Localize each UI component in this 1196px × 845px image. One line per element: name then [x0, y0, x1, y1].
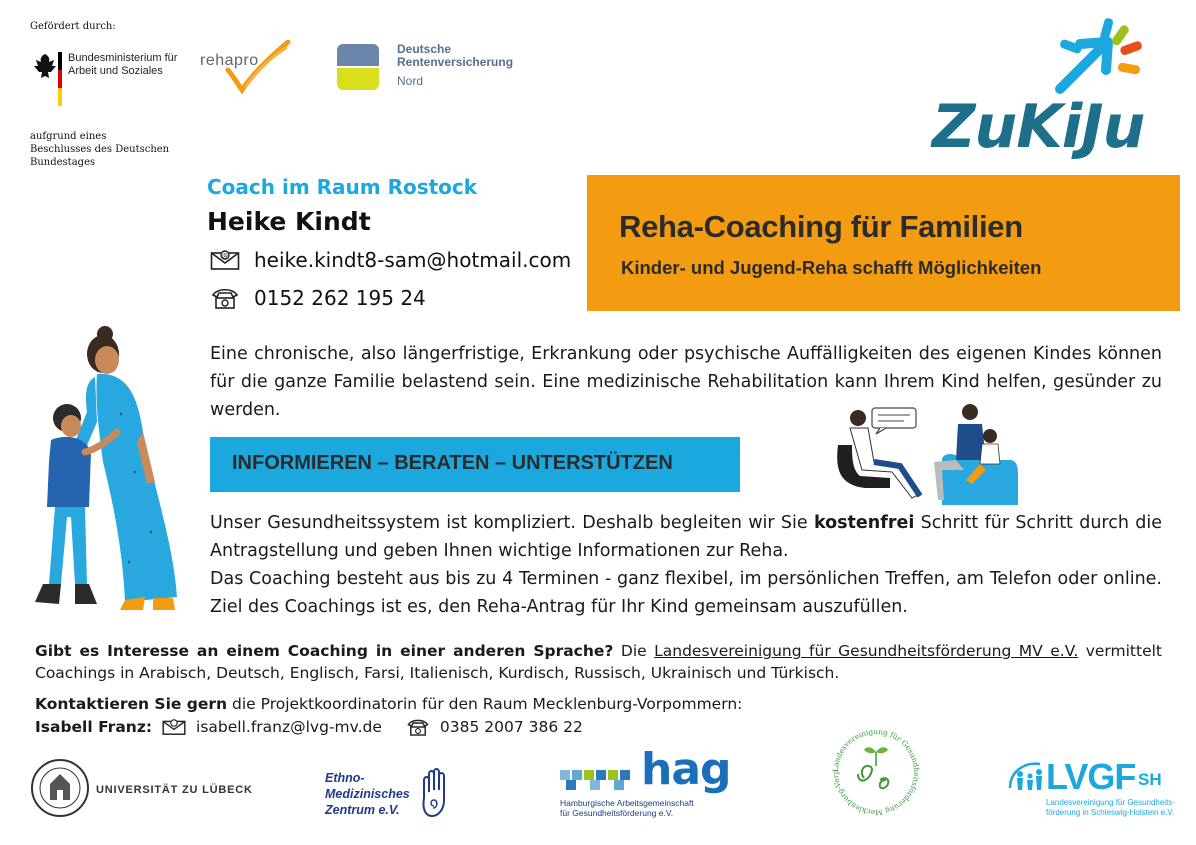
headline-title: Reha-Coaching für Familien — [619, 209, 1023, 244]
funding-label: Gefördert durch: — [30, 21, 116, 32]
phone-icon — [210, 286, 240, 310]
body-paragraph-1: Unser Gesundheitssystem ist kompliziert. Deshalb begleiten wir Sie kostenfrei Schritt für Schritt durch die Antragstellung und geben Ihnen wichtige Informationen zur Reha. — [210, 513, 1162, 561]
hand-spiral-icon — [418, 768, 452, 818]
lvgf-sh: SH — [1138, 770, 1162, 789]
coach-email-line — [210, 248, 571, 272]
hag-squares — [560, 766, 640, 792]
hag-subtitle: Hamburgische Arbeitsgemeinschaft für Gesundheitsförderung e.V. — [560, 798, 694, 818]
zukiju-wordmark: ZuKiJu — [932, 92, 1145, 162]
consultation-illustration — [830, 400, 1020, 510]
bmas-logo — [30, 50, 60, 110]
slogan-text: INFORMIEREN – BERATEN – UNTERSTÜTZEN — [232, 452, 673, 474]
luebeck-seal — [30, 758, 90, 818]
coordinator-lead: Kontaktieren Sie gern die Projektkoordinatorin für den Raum Mecklenburg-Vorpommern: — [35, 695, 743, 713]
language-question: Gibt es Interesse an einem Coaching in einer anderen Sprache? — [35, 642, 614, 660]
zukiju-logo — [930, 14, 1180, 164]
headline-box — [587, 175, 1180, 311]
body-paragraph-2: Das Coaching besteht aus bis zu 4 Terminen - ganz flexibel, im persönlichen Treffen, am Telefon oder online. Ziel des Coachings ist es, den Reha-Antrag für Ihr Kind gemeinsam auszufüllen. — [210, 569, 1162, 617]
coach-name: Heike Kindt — [207, 207, 371, 236]
lvg-mv-ring-text: Landesvereinigung für Gesundheitsförderung Mecklenburg-Vorp — [830, 726, 922, 818]
lvgf-wordmark: LVGF — [1046, 756, 1136, 797]
coach-email-link[interactable]: heike.kindt8-sam@hotmail.com — [254, 248, 572, 272]
drv-logo — [337, 44, 379, 90]
emz-name: Ethno- Medizinisches Zentrum e.V. — [325, 771, 410, 817]
coordinator-email-link[interactable]: isabell.franz@lvg-mv.de — [196, 718, 382, 736]
coach-phone-line — [210, 286, 426, 310]
phone-icon — [406, 717, 430, 737]
intro-paragraph: Eine chronische, also längerfristige, Erkrankung oder psychische Auffälligkeiten des eigenen Kindes können für die ganze Familie belastend sein. Eine medizinische Rehabilitation kann Ihrem Kind helfen, gesünder zu werden. — [210, 344, 1162, 420]
drv-name: Deutsche Rentenversicherung Nord — [397, 42, 514, 88]
free-highlight: kostenfrei — [813, 513, 915, 533]
mother-child-illustration — [25, 322, 195, 612]
university-seal-icon — [30, 758, 90, 818]
rehapro-logo: rehapro — [198, 40, 293, 95]
lvgf-subtitle: Landesvereinigung für Gesundheits- förderung in Schleswig-Holstein e.V. — [1046, 798, 1175, 817]
slogan-banner — [210, 437, 740, 492]
coordinator-name: Isabell Franz: — [35, 718, 153, 736]
hag-wordmark: hag — [641, 744, 731, 795]
headline-subtitle: Kinder- und Jugend-Reha schafft Möglichkeiten — [621, 257, 1042, 278]
resolution-text: aufgrund eines Beschlusses des Deutschen Bundestages — [30, 131, 170, 168]
emz-hand-logo — [418, 768, 452, 818]
email-icon — [162, 718, 186, 736]
svg-text:@: @ — [222, 252, 228, 260]
lvg-mv-link[interactable]: Landesvereinigung für Gesundheitsförderung MV e.V. — [654, 642, 1079, 660]
eagle-icon — [30, 50, 60, 110]
language-paragraph: Gibt es Interesse an einem Coaching in einer anderen Sprache? Die Landesvereinigung für Gesundheitsförderung MV e.V. vermittelt Coachings in Arabisch, Deutsch, Englisch, Farsi, Italienisch, Kurdisch, Russisch, Ukrainisch und Türkisch. — [35, 642, 1163, 682]
coach-phone[interactable]: 0152 262 195 24 — [254, 286, 426, 310]
lvg-mv-seal — [828, 722, 924, 822]
email-icon — [210, 249, 240, 271]
ministry-name: Bundesministerium für Arbeit und Soziales — [68, 52, 178, 77]
coordinator-phone[interactable]: 0385 2007 386 22 — [439, 718, 583, 736]
luebeck-name: UNIVERSITÄT ZU LÜBECK — [96, 784, 253, 796]
coordinator-contact-line — [35, 716, 583, 738]
coach-region-title: Coach im Raum Rostock — [207, 175, 478, 199]
